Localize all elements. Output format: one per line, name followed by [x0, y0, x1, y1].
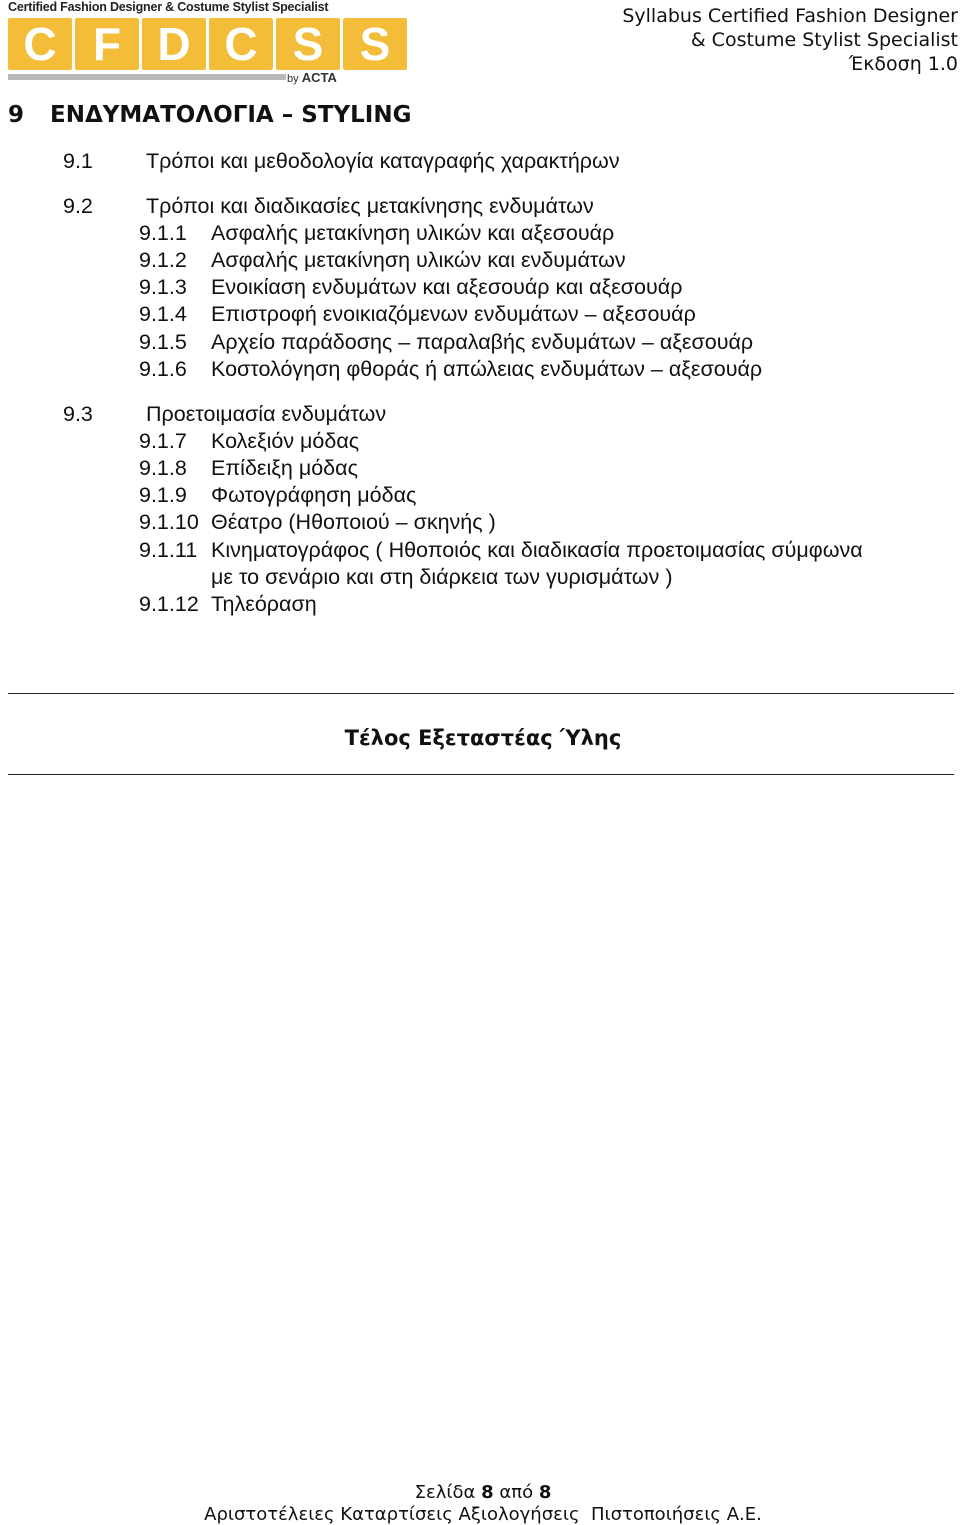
chapter-number: 9	[8, 102, 25, 128]
header-title-line2: & Costume Stylist Specialist	[690, 29, 958, 51]
subsection-row	[0, 220, 960, 247]
subsection-number: 9.1.7	[139, 429, 187, 453]
subsection-title: Κολεξιόν μόδας	[211, 429, 360, 453]
section-row	[0, 401, 960, 428]
page-number	[0, 1482, 960, 1503]
subsection-number: 9.1.5	[139, 330, 187, 354]
subsection-row	[0, 537, 960, 564]
subsection-title: Αρχείο παράδοσης – παραλαβής ενδυμάτων – αξεσουάρ	[211, 330, 754, 354]
section-number: 9.3	[63, 402, 93, 426]
subsection-number: 9.1.2	[139, 248, 187, 272]
subsection-title: Φωτογράφηση μόδας	[211, 483, 417, 507]
footer-company: Αριστοτέλειες Καταρτίσεις Αξιολογήσεις Πιστοποιήσεις Α.Ε.	[204, 1504, 762, 1525]
subsection-title: Κινηματογράφος ( Ηθοποιός και διαδικασία προετοιμασίας σύμφωνα	[211, 538, 863, 562]
section-title: Προετοιμασία ενδυμάτων	[146, 402, 387, 426]
subsection-number: 9.1.12	[139, 592, 199, 616]
subsection-number: 9.1.6	[139, 357, 187, 381]
subsection-continuation-row	[0, 564, 960, 591]
logo-letter: S	[343, 18, 407, 70]
divider-top	[8, 693, 954, 694]
divider-bottom	[8, 774, 954, 775]
subsection-number: 9.1.3	[139, 275, 187, 299]
subsection-row	[0, 428, 960, 455]
subsection-row	[0, 247, 960, 274]
subsection-title: Κοστολόγηση φθοράς ή απώλειας ενδυμάτων – αξεσουάρ	[211, 357, 763, 381]
page-current: 8	[481, 1482, 494, 1503]
page-of: από	[499, 1482, 534, 1503]
subsection-row	[0, 301, 960, 328]
subsection-number: 9.1.8	[139, 456, 187, 480]
subsection-row	[0, 274, 960, 301]
subsection-title: Επιστροφή ενοικιαζόμενων ενδυμάτων – αξεσουάρ	[211, 302, 696, 326]
header-version: Έκδοση 1.0	[849, 53, 958, 75]
subsection-title: Ασφαλής μετακίνηση υλικών και ενδυμάτων	[211, 248, 626, 272]
subsection-title: Ασφαλής μετακίνηση υλικών και αξεσουάρ	[211, 221, 615, 245]
syllabus-contents	[0, 0, 960, 620]
header-title-line1: Syllabus Certified Fashion Designer	[622, 5, 958, 27]
logo-by-text: by	[287, 73, 299, 85]
subsection-title: Επίδειξη μόδας	[211, 456, 358, 480]
logo-letter: C	[209, 18, 273, 70]
subsection-title: Τηλεόραση	[211, 592, 317, 616]
page-total: 8	[538, 1482, 552, 1503]
subsection-number: 9.1.4	[139, 302, 187, 326]
subsection-number: 9.1.9	[139, 483, 187, 507]
section-row	[0, 148, 960, 175]
end-of-material-title: Τέλος Εξεταστέας Ύλης	[344, 726, 622, 750]
logo-letter: D	[142, 18, 206, 70]
chapter-title: ΕΝΔΥΜΑΤΟΛΟΓΙΑ – STYLING	[50, 102, 412, 128]
subsection-title-continuation: με το σενάριο και στη διάρκεια των γυρισμάτων )	[211, 565, 673, 589]
logo-letter: C	[8, 18, 72, 70]
subsection-row	[0, 356, 960, 383]
page-label: Σελίδα	[414, 1482, 476, 1503]
subsection-row	[0, 329, 960, 356]
section-title: Τρόποι και διαδικασίες μετακίνησης ενδυμάτων	[146, 194, 594, 218]
logo-letter: F	[75, 18, 139, 70]
subsection-number: 9.1.10	[139, 510, 199, 534]
section-row	[0, 193, 960, 220]
logo-letter: S	[276, 18, 340, 70]
subsection-row	[0, 482, 960, 509]
subsection-title: Ενοικίαση ενδυμάτων και αξεσουάρ και αξεσουάρ	[211, 275, 683, 299]
section-title: Τρόποι και μεθοδολογία καταγραφής χαρακτήρων	[146, 149, 620, 173]
subsection-row	[0, 591, 960, 618]
subsection-number: 9.1.11	[139, 538, 198, 562]
section-number: 9.2	[63, 194, 93, 218]
subsection-row	[0, 509, 960, 536]
logo-tagline: Certified Fashion Designer & Costume Stylist Specialist	[8, 0, 329, 14]
subsection-number: 9.1.1	[139, 221, 187, 245]
section-number: 9.1	[63, 149, 93, 173]
logo-brand: ACTA	[301, 70, 337, 85]
subsection-row	[0, 455, 960, 482]
subsection-title: Θέατρο (Ηθοποιού – σκηνής )	[211, 510, 496, 534]
